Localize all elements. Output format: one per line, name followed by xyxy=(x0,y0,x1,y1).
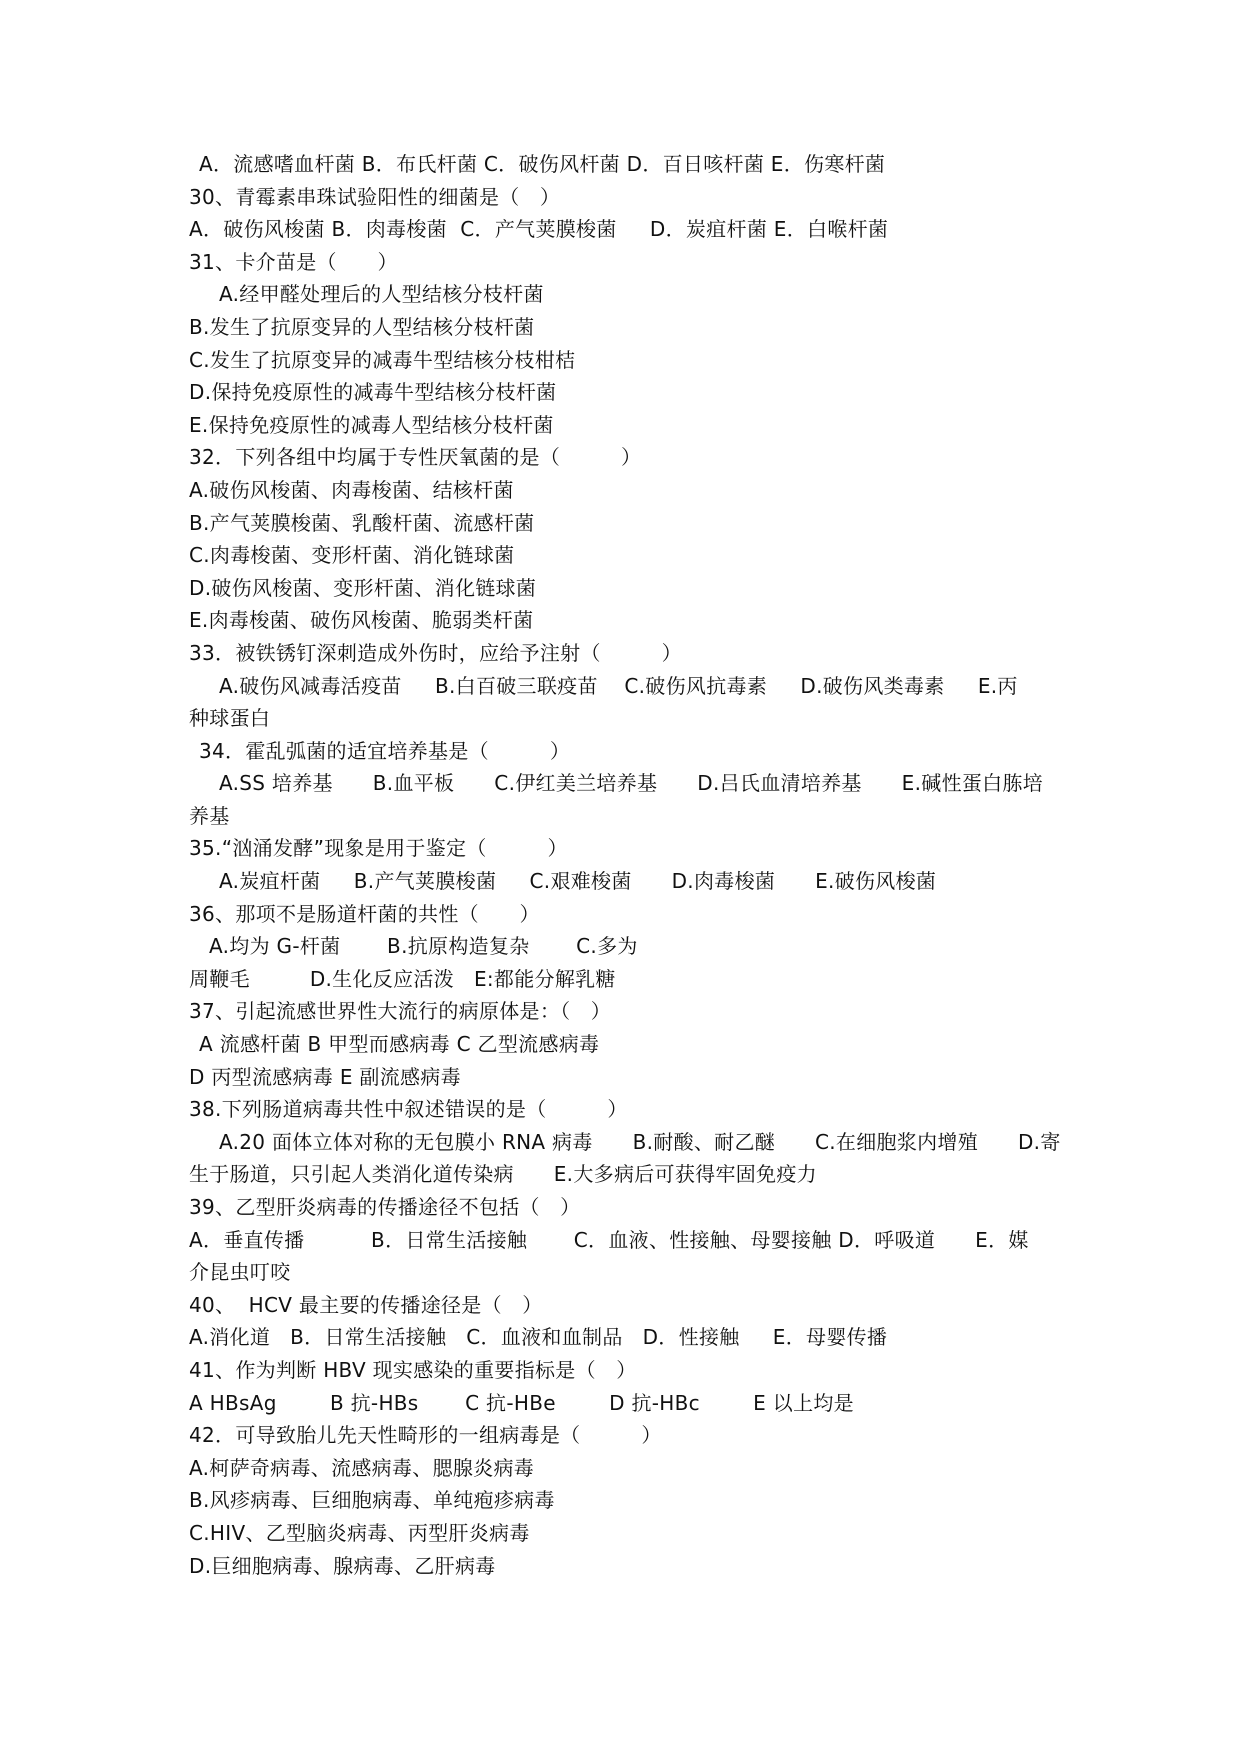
text-line: A.消化道 B．日常生活接触 C．血液和血制品 D．性接触 E．母婴传播 xyxy=(189,1325,888,1350)
text-line: 40、 HCV 最主要的传播途径是（ ） xyxy=(189,1292,543,1317)
text-line: D.破伤风梭菌、变形杆菌、消化链球菌 xyxy=(189,575,537,600)
text-line: 33．被铁锈钉深刺造成外伤时，应给予注射（ ） xyxy=(189,640,682,665)
text-line: 养基 xyxy=(189,803,230,828)
text-line: 31、卡介苗是（ ） xyxy=(189,249,398,274)
text-line: A.破伤风梭菌、肉毒梭菌、结核杆菌 xyxy=(189,477,514,502)
text-line: C.肉毒梭菌、变形杆菌、消化链球菌 xyxy=(189,543,515,568)
text-line: B.风疹病毒、巨细胞病毒、单纯疱疹病毒 xyxy=(189,1488,555,1513)
text-line: A．垂直传播 B．日常生活接触 C．血液、性接触、母婴接触 D．呼吸道 E．媒 xyxy=(189,1227,1029,1252)
text-line: 34．霍乱弧菌的适宜培养基是（ ） xyxy=(199,738,571,763)
text-line: 42．可导致胎儿先天性畸形的一组病毒是（ ） xyxy=(189,1423,662,1448)
text-line: 30、青霉素串珠试验阳性的细菌是（ ） xyxy=(189,184,561,209)
text-line: 37、引起流感世界性大流行的病原体是：（ ） xyxy=(189,999,612,1024)
text-line: D 丙型流感病毒 E 副流感病毒 xyxy=(189,1064,461,1089)
text-line: 38.下列肠道病毒共性中叙述错误的是（ ） xyxy=(189,1097,628,1122)
text-line: 41、作为判断 HBV 现实感染的重要指标是（ ） xyxy=(189,1357,637,1382)
text-line: 35.“汹涌发酵”现象是用于鉴定（ ） xyxy=(189,836,568,861)
text-line: A 流感杆菌 B 甲型而感病毒 C 乙型流感病毒 xyxy=(199,1032,600,1057)
text-line: A.20 面体立体对称的无包膜小 RNA 病毒 B.耐酸、耐乙醚 C.在细胞浆内增殖 D.寄 xyxy=(219,1129,1061,1154)
text-line: E.保持免疫原性的减毒人型结核分枝杆菌 xyxy=(189,412,554,437)
text-line: A.SS 培养基 B.血平板 C.伊红美兰培养基 D.吕氏血清培养基 E.碱性蛋白胨培 xyxy=(219,771,1044,796)
text-line: 32．下列各组中均属于专性厌氧菌的是（ ） xyxy=(189,445,642,470)
text-line: A.柯萨奇病毒、流感病毒、腮腺炎病毒 xyxy=(189,1455,535,1480)
text-line: 种球蛋白 xyxy=(189,706,271,731)
text-line: A.均为 G-杆菌 B.抗原构造复杂 C.多为 xyxy=(209,934,638,959)
text-line: D.保持免疫原性的减毒牛型结核分枝杆菌 xyxy=(189,380,557,405)
text-line: A.炭疽杆菌 B.产气荚膜梭菌 C.艰难梭菌 D.肉毒梭菌 E.破伤风梭菌 xyxy=(219,869,937,894)
text-line: 36、那项不是肠道杆菌的共性（ ） xyxy=(189,901,540,926)
text-line: A．流感嗜血杆菌 B．布氏杆菌 C．破伤风杆菌 D．百日咳杆菌 E．伤寒杆菌 xyxy=(199,152,886,176)
text-line: A.破伤风减毒活疫苗 B.白百破三联疫苗 C.破伤风抗毒素 D.破伤风类毒素 E.丙 xyxy=(219,673,1018,698)
text-line: 周鞭毛 D.生化反应活泼 E:都能分解乳糖 xyxy=(189,966,616,991)
text-line: A．破伤风梭菌 B．肉毒梭菌 C．产气荚膜梭菌 D．炭疽杆菌 E．白喉杆菌 xyxy=(189,217,889,242)
text-line: A.经甲醛处理后的人型结核分枝杆菌 xyxy=(219,282,544,307)
text-line: E.肉毒梭菌、破伤风梭菌、脆弱类杆菌 xyxy=(189,608,534,633)
text-line: 介昆虫叮咬 xyxy=(189,1260,291,1285)
text-line: C.发生了抗原变异的减毒牛型结核分枝柑桔 xyxy=(189,347,576,372)
text-line: D.巨细胞病毒、腺病毒、乙肝病毒 xyxy=(189,1553,496,1578)
text-line: B.发生了抗原变异的人型结核分枝杆菌 xyxy=(189,314,535,339)
text-line: 生于肠道，只引起人类消化道传染病 E.大多病后可获得牢固免疫力 xyxy=(189,1162,817,1187)
text-line: C.HIV、乙型脑炎病毒、丙型肝炎病毒 xyxy=(189,1520,530,1545)
text-line: 39、乙型肝炎病毒的传播途径不包括（ ） xyxy=(189,1195,581,1219)
text-line: A HBsAg B 抗-HBs C 抗-HBe D 抗-HBc E 以上均是 xyxy=(189,1390,854,1415)
text-line: B.产气荚膜梭菌、乳酸杆菌、流感杆菌 xyxy=(189,510,535,535)
question-list xyxy=(189,148,1069,1582)
